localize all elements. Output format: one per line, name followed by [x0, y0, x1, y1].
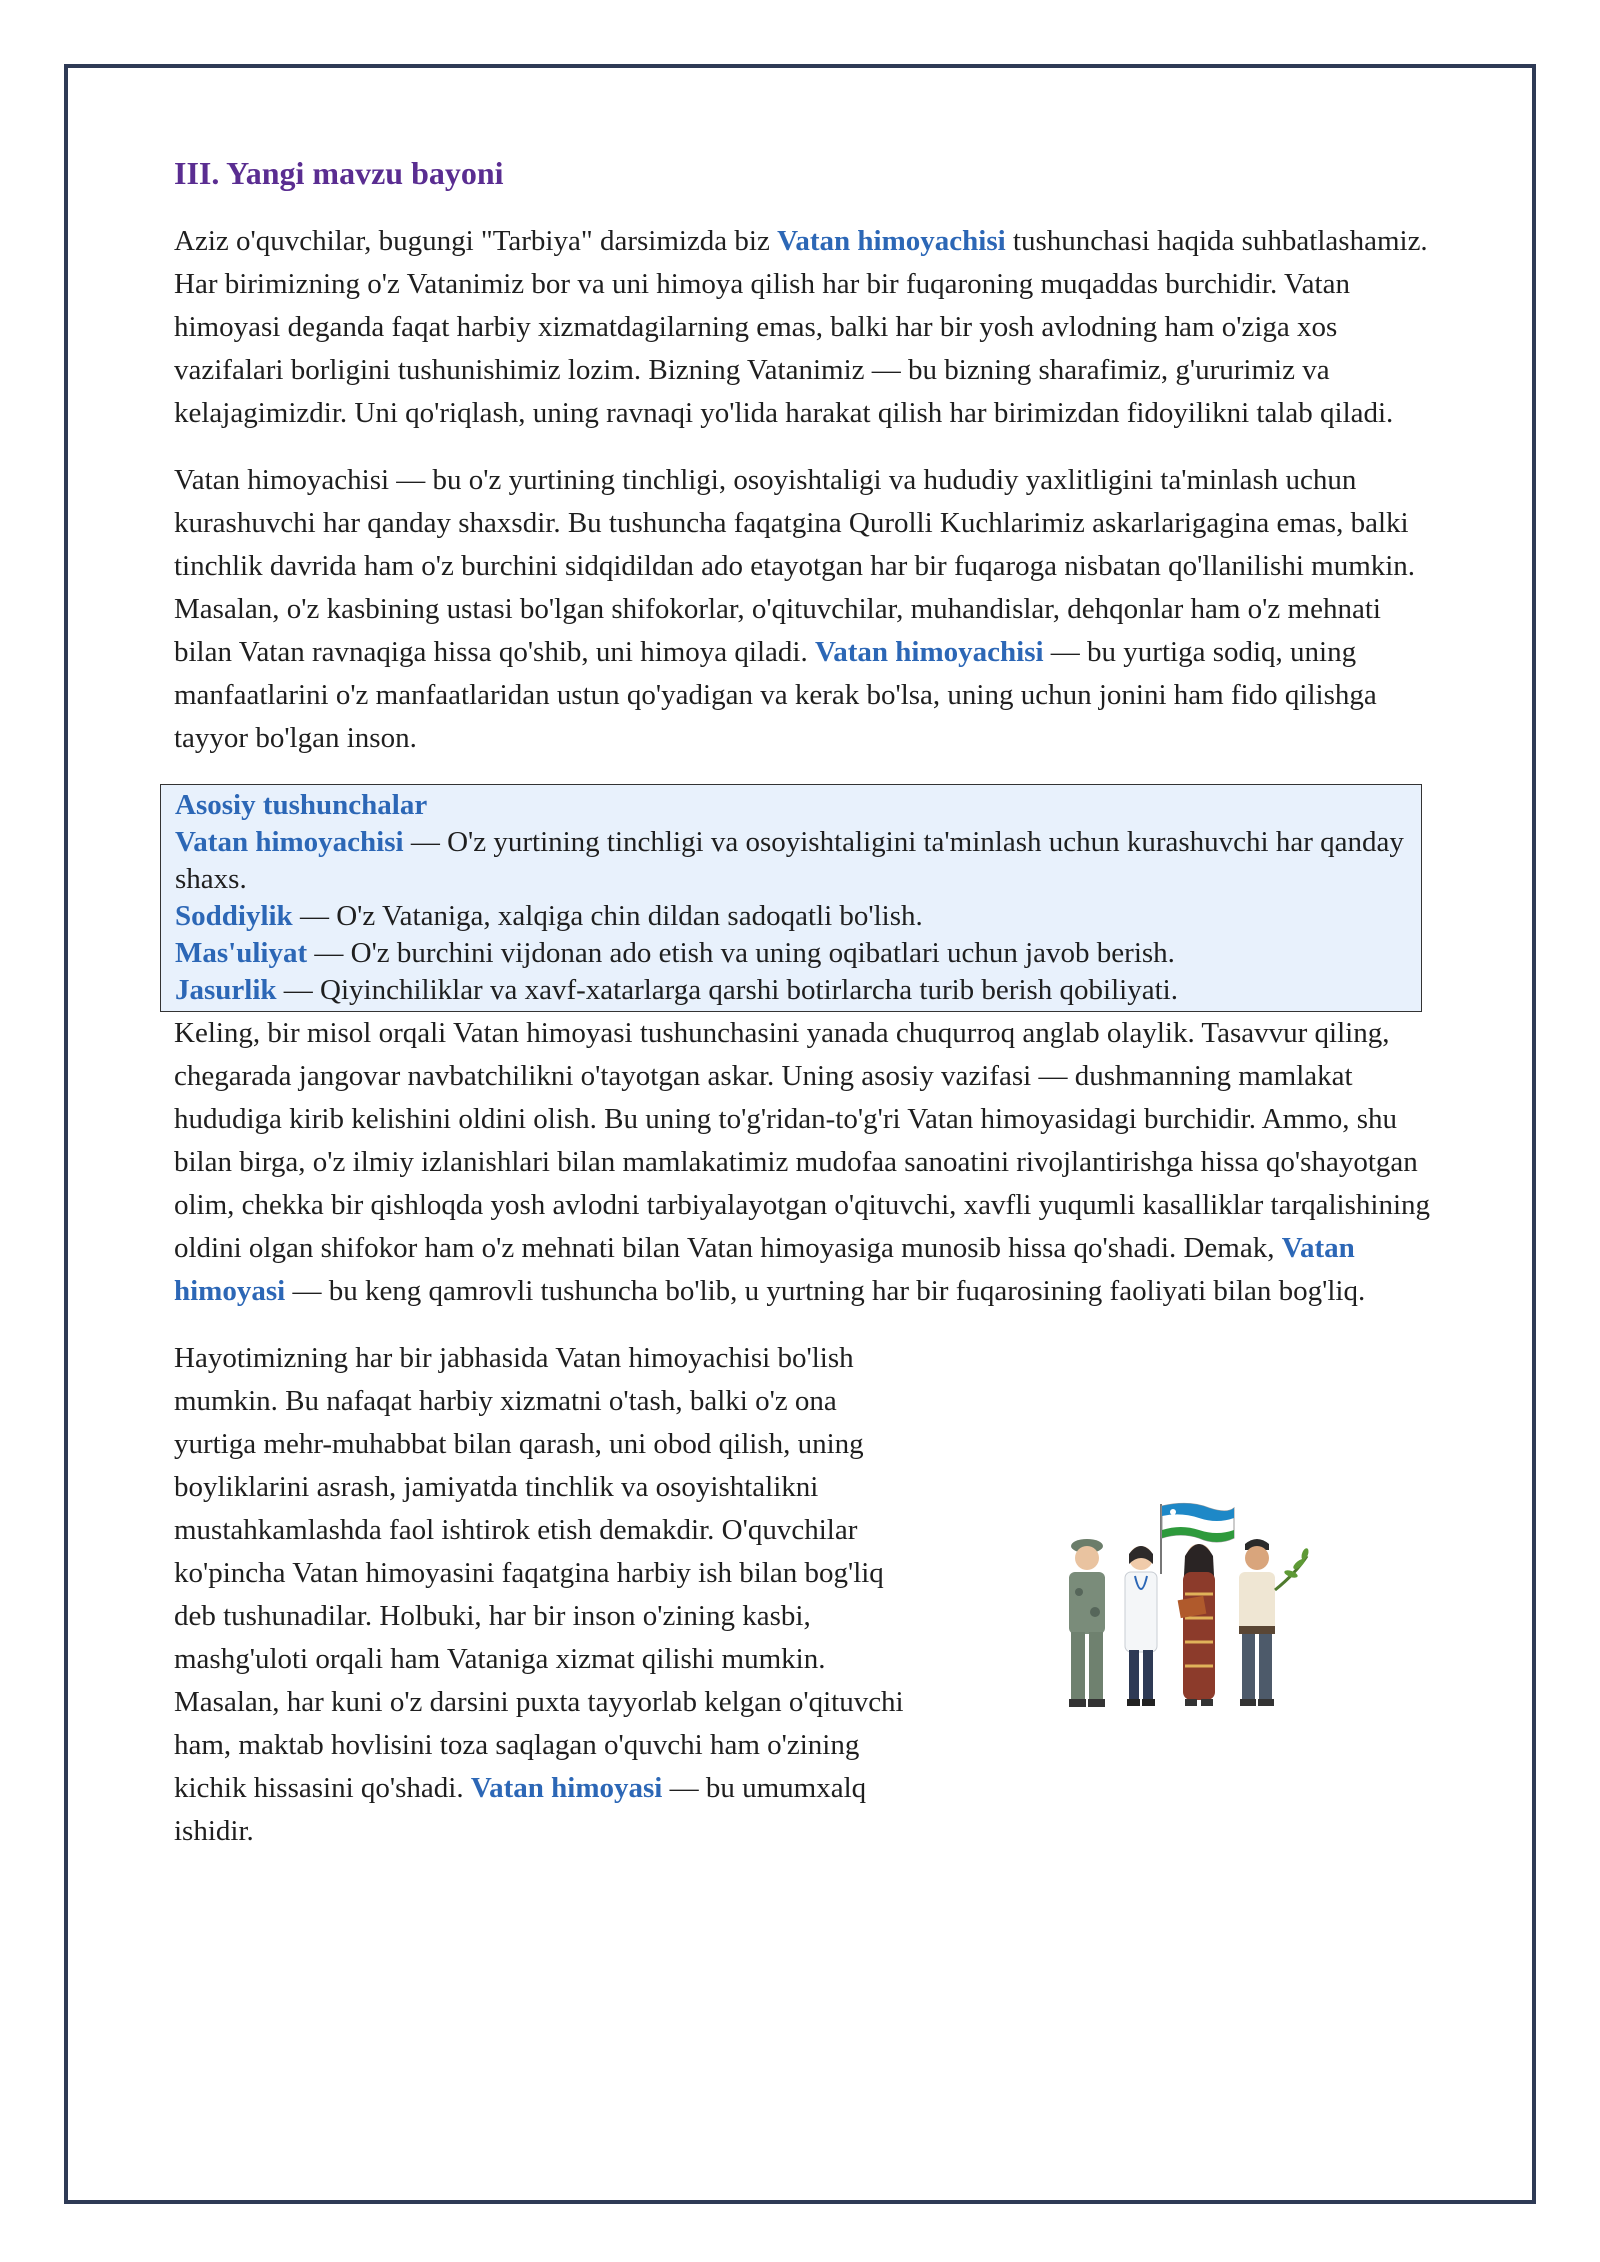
text: Hayotimizning har bir jabhasida Vatan himoyachisi bo'lish mumkin. Bu nafaqat harbiy xizmatni o'tash, balki o'z ona yurtiga mehr-muhabbat bilan qarash, uni obod qilish, uning boyliklarini asrash, jamiyatda tinchlik va osoyishtalikni mustahkamlashda faol ishtirok etish demakdir. O'quvchilar ko'pincha Vatan himoyasini faqatgina harbiy ish bilan bog'liq deb tushunadilar. Holbuki, har bir inson o'zining kasbi, mashg'uloti orqali ham Vataniga xizmat qilishi mumkin. Masalan, har kuni o'z darsini puxta tayyorlab kelgan o'qituvchi ham, maktab hovlisini toza saqlagan o'quvchi ham o'zining kichik hissasini qo'shadi.	[174, 1342, 904, 1805]
section-heading: III. Yangi mavzu bayoni	[174, 155, 504, 191]
text-with-illustration	[174, 1337, 1434, 1853]
text: — bu keng qamrovli tushuncha bo'lib, u yurtning har bir fuqarosining faoliyati bilan bog'liq.	[285, 1275, 1366, 1308]
concept-item	[175, 824, 1407, 898]
paragraph-example	[174, 1012, 1434, 1313]
key-term: Vatan himoyachisi	[814, 636, 1044, 669]
text: — bu umumxalq ishidir.	[174, 1772, 867, 1848]
key-term: Vatan himoyasi	[174, 1232, 1355, 1308]
paragraph-intro	[174, 220, 1434, 435]
concept-term: Vatan himoyachisi	[175, 826, 404, 859]
text: Vatan himoyachisi — bu o'z yurtining tinchligi, osoyishtaligi va hududiy yaxlitligini ta'minlash uchun kurashuvchi har qanday shaxsdir. Bu tushuncha faqatgina Qurolli Kuchlarimiz askarlarigagina emas, balki tinchlik davrida ham o'z burchini sidqidildan ado etayotgan har bir fuqaroga nisbatan qo'llanilishi mumkin. Masalan, o'z kasbining ustasi bo'lgan shifokorlar, o'qituvchilar, muhandislar, dehqonlar ham o'z mehnati bilan Vatan ravnaqiga hissa qo'shib, uni himoya qiladi.	[174, 464, 1416, 669]
paragraph-definition	[174, 459, 1434, 760]
document-content	[174, 154, 1434, 1877]
concept-definition: — Qiyinchiliklar va xavf-xatarlarga qarshi botirlarcha turib berish qobiliyati.	[276, 974, 1178, 1007]
text: Aziz o'quvchilar, bugungi "Tarbiya" darsimizda biz	[174, 225, 778, 258]
paragraph-everyday	[174, 1337, 914, 1853]
concept-definition: — O'z burchini vijdonan ado etish va uning oqibatlari uchun javob berish.	[307, 937, 1175, 970]
concept-term: Jasurlik	[175, 974, 277, 1007]
concept-definition: — O'z Vataniga, xalqiga chin dildan sadoqatli bo'lish.	[292, 900, 923, 933]
concept-item	[175, 898, 1407, 935]
concept-term: Soddiylik	[175, 900, 293, 933]
concept-definition: — O'z yurtining tinchligi va osoyishtaligini ta'minlash uchun kurashuvchi har qanday shaxs.	[175, 826, 1404, 896]
concept-item	[175, 972, 1407, 1009]
key-term: Vatan himoyachisi	[777, 225, 1006, 258]
defenders-illustration	[1049, 1494, 1349, 1719]
key-term: Vatan himoyasi	[470, 1772, 663, 1805]
key-concepts-box	[160, 784, 1422, 1012]
text: tushunchasi haqida suhbatlashamiz. Har birimizning o'z Vatanimiz bor va uni himoya qilish har bir fuqaroning muqaddas burchidir. Vatan himoyasi deganda faqat harbiy xizmatdagilarning emas, balki har bir yosh avlodning ham o'ziga xos vazifalari borligini tushunishimiz lozim. Bizning Vatanimiz — bu bizning sharafimiz, g'ururimiz va kelajagimizdir. Uni qo'riqlash, uning ravnaqi yo'lida harakat qilish har birimizdan fidoyilikni talab qiladi.	[174, 225, 1428, 430]
text: Keling, bir misol orqali Vatan himoyasi tushunchasini yanada chuqurroq anglab olaylik. Tasavvur qiling, chegarada jangovar navbatchilikni o'tayotgan askar. Uning asosiy vazifasi — dushmanning mamlakat hududiga kirib kelishini oldini olish. Bu uning to'g'ridan-to'g'ri Vatan himoyasidagi burchidir. Ammo, shu bilan birga, o'z ilmiy izlanishlari bilan mamlakatimiz mudofaa sanoatini rivojlantirishga hissa qo'shayotgan olim, chekka bir qishloqda yosh avlodni tarbiyalayotgan o'qituvchi, xavfli yuqumli kasalliklar tarqalishining oldini olgan shifokor ham o'z mehnati bilan Vatan himoyasiga munosib hissa qo'shadi. Demak,	[174, 1017, 1431, 1265]
concept-item	[175, 935, 1407, 972]
key-concepts-title: Asosiy tushunchalar	[175, 789, 428, 822]
text: — bu yurtiga sodiq, uning manfaatlarini o'z manfaatlaridan ustun qo'yadigan va kerak bo'lsa, uning uchun jonini ham fido qilishga tayyor bo'lgan inson.	[174, 636, 1377, 755]
concept-term: Mas'uliyat	[175, 937, 308, 970]
